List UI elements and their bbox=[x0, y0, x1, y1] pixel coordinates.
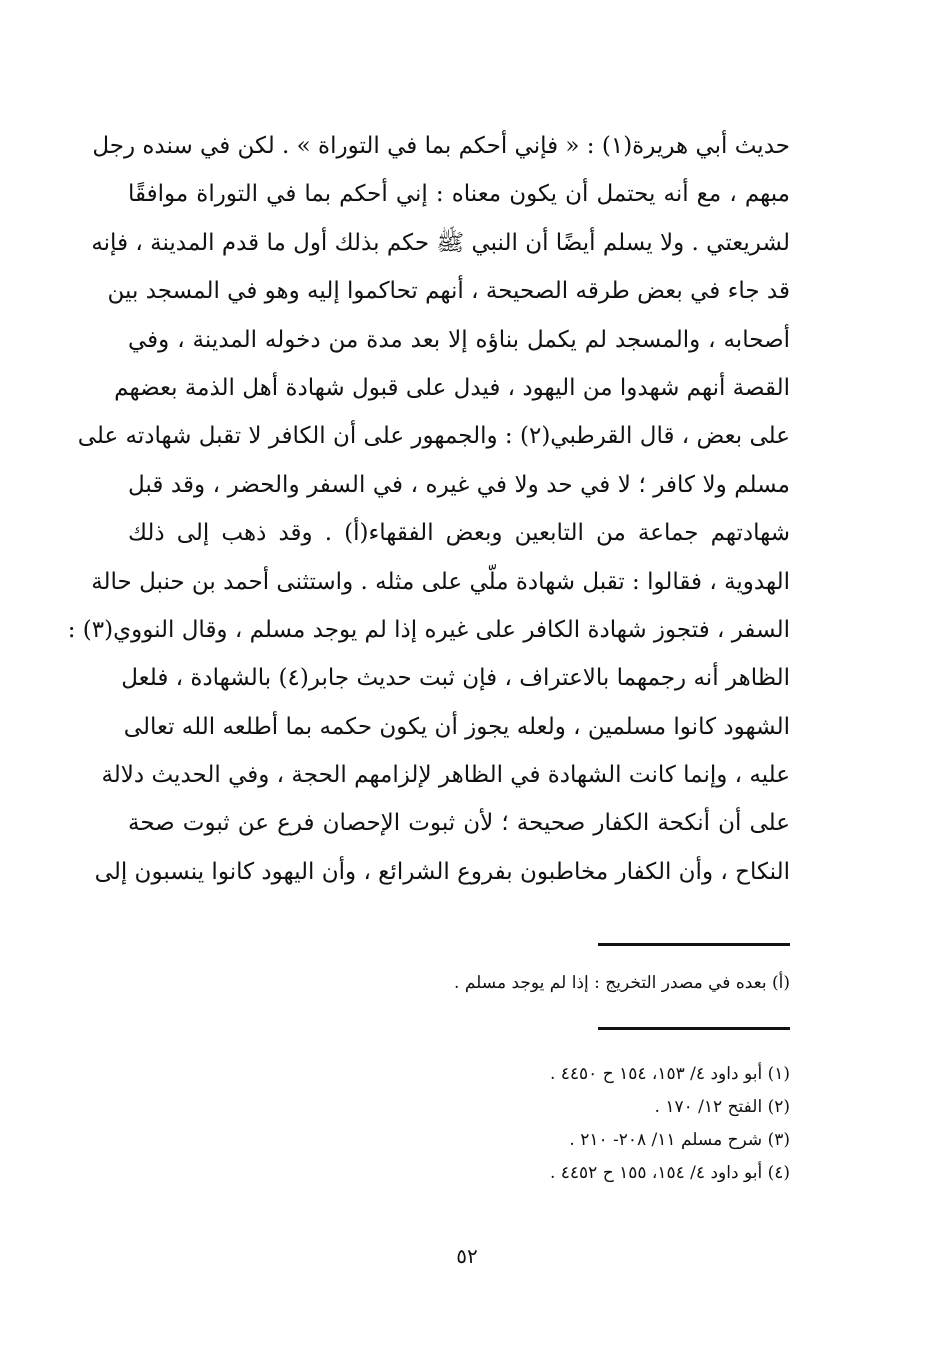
text-line: على أن أنكحة الكفار صحيحة ؛ لأن ثبوت الإحصان فرع عن ثبوت صحة bbox=[128, 810, 790, 837]
text-line: السفر ، فتجوز شهادة الكافر على غيره إذا لم يوجد مسلم ، وقال النووي(٣) : bbox=[67, 616, 790, 643]
text-line: النكاح ، وأن الكفار مخاطبون بفروع الشرائع ، وأن اليهود كانوا ينسبون إلى bbox=[94, 858, 790, 885]
text-line: القصة أنهم شهدوا من اليهود ، فيدل على قبول شهادة أهل الذمة بعضهم bbox=[114, 374, 790, 401]
footnote-divider bbox=[598, 1027, 790, 1030]
text-line: لشريعتي . ولا يسلم أيضًا أن النبي ﷺ حكم بذلك أول ما قدم المدينة ، فإنه bbox=[91, 229, 790, 256]
text-line: الظاهر أنه رجمهما بالاعتراف ، فإن ثبت حديث جابر(٤) بالشهادة ، فلعل bbox=[121, 665, 790, 692]
text-line: على بعض ، قال القرطبي(٢) : والجمهور على أن الكافر لا تقبل شهادته على bbox=[77, 423, 790, 450]
variant-note: (أ) بعده في مصدر التخريج : إذا لم يوجد مسلم . bbox=[454, 973, 790, 993]
footnote: (١) أبو داود ٤/ ١٥٣، ١٥٤ ح ٤٤٥٠ . bbox=[549, 1064, 790, 1084]
text-line: مبهم ، مع أنه يحتمل أن يكون معناه : إني أحكم بما في التوراة موافقًا bbox=[128, 181, 790, 208]
main-text bbox=[67, 122, 790, 896]
page-number: ٥٢ bbox=[456, 1244, 478, 1268]
footnote-divider bbox=[598, 943, 790, 946]
footnotes bbox=[550, 1058, 790, 1190]
text-line: عليه ، وإنما كانت الشهادة في الظاهر لإلزامهم الحجة ، وفي الحديث دلالة bbox=[101, 762, 790, 789]
footnote: (٢) الفتح ١٢/ ١٧٠ . bbox=[654, 1097, 790, 1117]
footnote: (٤) أبو داود ٤/ ١٥٤، ١٥٥ ح ٤٤٥٢ . bbox=[549, 1163, 790, 1183]
text-line: الشهود كانوا مسلمين ، ولعله يجوز أن يكون حكمه بما أطلعه الله تعالى bbox=[123, 713, 790, 740]
text-line: مسلم ولا كافر ؛ لا في حد ولا في غيره ، في السفر والحضر ، وقد قبل bbox=[128, 471, 790, 498]
text-line: حديث أبي هريرة(١) : « فإني أحكم بما في التوراة » . لكن في سنده رجل bbox=[92, 133, 790, 159]
text-line: أصحابه ، والمسجد لم يكمل بناؤه إلا بعد مدة من دخوله المدينة ، وفي bbox=[128, 326, 790, 353]
text-line: الهدوية ، فقالوا : تقبل شهادة ملّي على مثله . واستثنى أحمد بن حنبل حالة bbox=[91, 568, 790, 595]
text-line: قد جاء في بعض طرقه الصحيحة ، أنهم تحاكموا إليه وهو في المسجد بين bbox=[107, 278, 790, 305]
footnote: (٣) شرح مسلم ١١/ ٢٠٨- ٢١٠ . bbox=[569, 1130, 790, 1150]
text-line: شهادتهم جماعة من التابعين وبعض الفقهاء(أ) . وقد ذهب إلى ذلك bbox=[128, 520, 790, 547]
